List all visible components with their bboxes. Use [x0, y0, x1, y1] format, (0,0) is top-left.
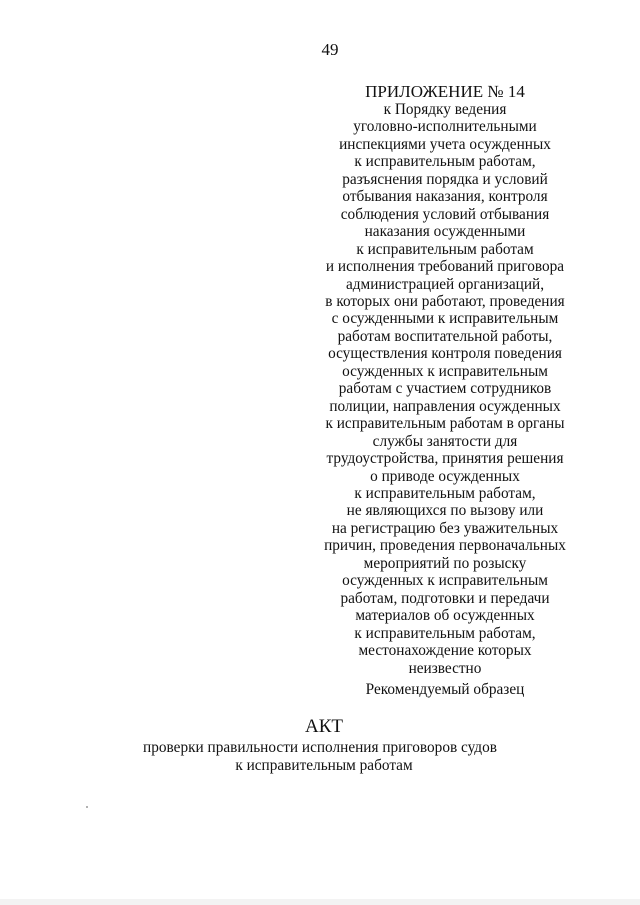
appendix-header — [295, 83, 595, 677]
appendix-line: трудоустройства, принятия решения — [326, 450, 564, 468]
appendix-line: местонахождение которых — [358, 642, 532, 660]
appendix-line: работам с участием сотрудников — [338, 380, 552, 398]
appendix-description — [295, 101, 595, 677]
appendix-line: администрацией организаций, — [345, 275, 545, 293]
appendix-line: причин, проведения первоначальных — [324, 537, 566, 555]
scan-speck — [86, 806, 88, 808]
appendix-line: работам, подготовки и передачи — [340, 589, 550, 607]
appendix-line: мероприятий по розыску — [363, 554, 527, 572]
appendix-line: уголовно-исполнительными — [353, 118, 537, 136]
act-subtitle — [0, 739, 640, 775]
appendix-line: к исправительным работам в органы — [325, 415, 565, 433]
appendix-line: материалов об осужденных — [355, 607, 535, 625]
appendix-line: на регистрацию без уважительных — [331, 519, 559, 537]
appendix-line: в которых они работают, проведения — [325, 292, 565, 310]
recommended-sample-label: Рекомендуемый образец — [365, 681, 525, 698]
appendix-line: к исправительным работам — [356, 240, 534, 258]
appendix-line: к исправительным работам, — [354, 624, 536, 642]
appendix-line: к исправительным работам, — [354, 153, 536, 171]
appendix-line: неизвестно — [408, 659, 482, 677]
appendix-title: ПРИЛОЖЕНИЕ № 14 — [365, 82, 525, 101]
act-subtitle-line: к исправительным работам — [235, 757, 413, 774]
appendix-line: разъяснения порядка и условий — [342, 170, 548, 188]
page-number: 49 — [321, 40, 339, 59]
appendix-line: службы занятости для — [372, 432, 518, 450]
appendix-line: не являющихся по вызову или — [346, 502, 544, 520]
appendix-line: осужденных к исправительным — [342, 362, 548, 380]
appendix-line: инспекциями учета осужденных — [339, 135, 551, 153]
act-subtitle-line: проверки правильности исполнения приговоров судов — [143, 739, 497, 756]
page-bottom-edge — [0, 899, 640, 905]
appendix-line: отбывания наказания, контроля — [342, 188, 548, 206]
appendix-line: соблюдения условий отбывания — [340, 205, 550, 223]
appendix-line: наказания осужденными — [364, 223, 526, 241]
act-title: АКТ — [305, 716, 343, 737]
appendix-line: и исполнения требований приговора — [325, 258, 565, 276]
appendix-line: к Порядку ведения — [383, 101, 507, 118]
appendix-line: с осужденными к исправительным — [331, 310, 559, 328]
appendix-line: к исправительным работам, — [354, 484, 536, 502]
appendix-line: полиции, направления осужденных — [329, 397, 561, 415]
appendix-line: о приводе осужденных — [370, 467, 520, 485]
appendix-line: осужденных к исправительным — [342, 572, 548, 590]
appendix-line: осуществления контроля поведения — [328, 345, 562, 363]
appendix-line: работам воспитательной работы, — [337, 327, 553, 345]
